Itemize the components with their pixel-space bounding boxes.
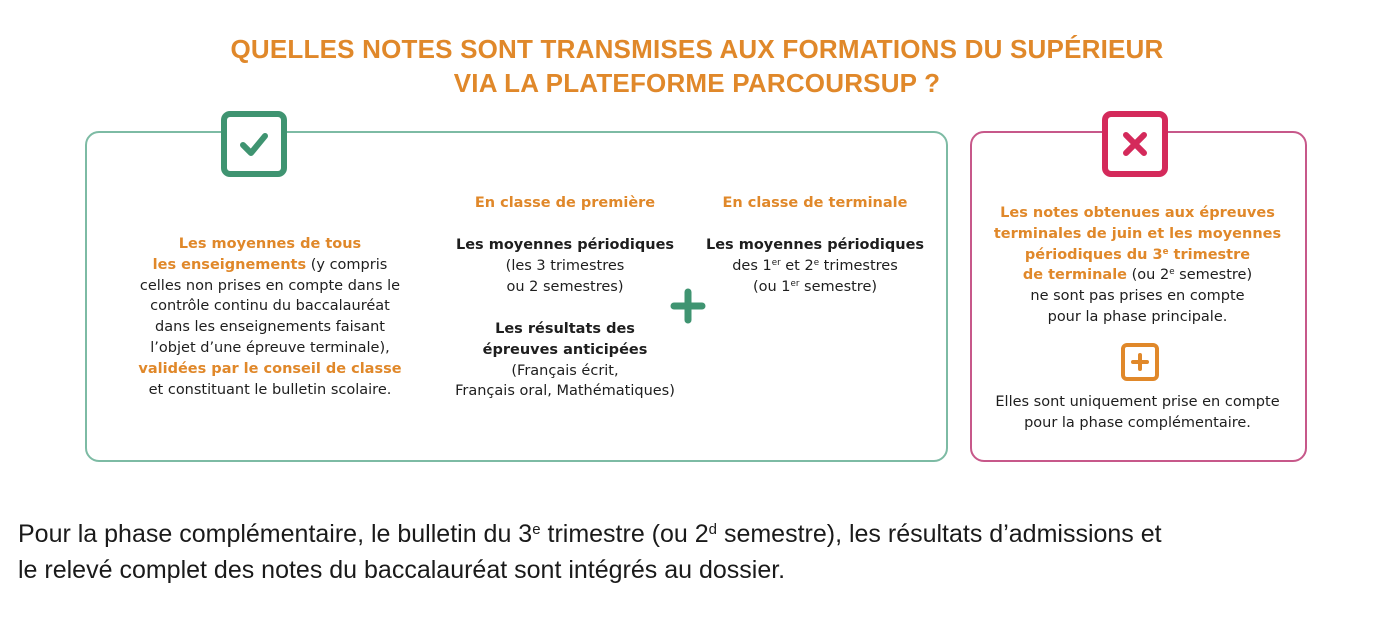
body-text: pour la phase complémentaire. [1024, 414, 1251, 431]
superscript: e [532, 520, 541, 538]
highlight-text: Les moyennes de tous [178, 236, 362, 252]
body-text: dans les enseignements faisant [155, 319, 385, 336]
body-text: celles non prises en compte dans le [139, 277, 401, 294]
body-text: l’objet d’une épreuve terminale), [150, 339, 390, 356]
plus-square-icon [1121, 343, 1159, 381]
title-line-2: VIA LA PLATEFORME PARCOURSUP ? [453, 68, 941, 98]
superscript: er [790, 278, 800, 289]
terminale-periodic-averages [690, 235, 940, 297]
superscript: e [1169, 267, 1175, 278]
superscript: d [708, 520, 717, 538]
premiere-heading: En classe de première [474, 195, 656, 211]
body-text: (y compris [306, 256, 388, 273]
body-text: semestre) [799, 278, 878, 295]
all-subjects-averages-text [110, 234, 430, 400]
highlight-text: terminales de juin et les moyennes [993, 225, 1282, 242]
body-text: ou 2 semestres) [506, 278, 624, 295]
highlight-text: périodiques du 3 [1024, 246, 1163, 263]
complementary-phase-text [985, 392, 1290, 434]
body-text: des 1 [732, 257, 772, 274]
highlight-text: trimestre [1168, 246, 1251, 263]
body-text: Elles sont uniquement prise en compte [995, 394, 1280, 410]
item-title: épreuves anticipées [482, 341, 648, 358]
highlight-text: les enseignements [152, 256, 307, 273]
footer-paragraph [18, 516, 1388, 588]
body-text: et constituant le bulletin scolaire. [148, 381, 392, 398]
superscript: e [813, 258, 820, 269]
item-title: Les moyennes périodiques [455, 237, 675, 253]
body-text: trimestres [819, 257, 898, 274]
item-title: Les moyennes périodiques [705, 237, 925, 253]
page-title [0, 32, 1394, 100]
body-text: (les 3 trimestres [505, 257, 625, 274]
terminale-heading: En classe de terminale [722, 195, 908, 211]
body-text: (ou 1 [752, 278, 791, 295]
body-text: Pour la phase complémentaire, le bulletin du 3 [18, 520, 533, 548]
superscript: er [771, 258, 781, 269]
body-text: (ou 2 [1127, 267, 1170, 284]
excluded-notes-text [985, 203, 1290, 328]
highlight-text: validées par le conseil de classe [138, 360, 402, 377]
check-icon [221, 111, 287, 177]
body-text: semestre) [1174, 267, 1253, 284]
highlight-text: de terminale [1022, 267, 1128, 284]
title-line-1: QUELLES NOTES SONT TRANSMISES AUX FORMATIONS DU SUPÉRIEUR [230, 34, 1164, 64]
body-text: semestre), les résultats d’admissions et [717, 520, 1162, 548]
body-text: et 2 [780, 257, 814, 274]
body-text: contrôle continu du baccalauréat [150, 298, 390, 315]
highlight-text: Les notes obtenues aux épreuves [1000, 205, 1275, 221]
body-text: pour la phase principale. [1047, 308, 1228, 325]
item-title: Les résultats des [495, 321, 635, 337]
body-text: ne sont pas prises en compte [1030, 288, 1245, 305]
premiere-anticipated-exams [430, 319, 700, 402]
premiere-periodic-averages [440, 235, 690, 297]
cross-icon [1102, 111, 1168, 177]
body-text: le relevé complet des notes du baccalauréat sont intégrés au dossier. [18, 556, 786, 584]
body-text: trimestre (ou 2 [540, 520, 709, 548]
body-text: Français oral, Mathématiques) [455, 383, 675, 400]
body-text: (Français écrit, [511, 362, 619, 379]
superscript: e [1162, 246, 1169, 257]
